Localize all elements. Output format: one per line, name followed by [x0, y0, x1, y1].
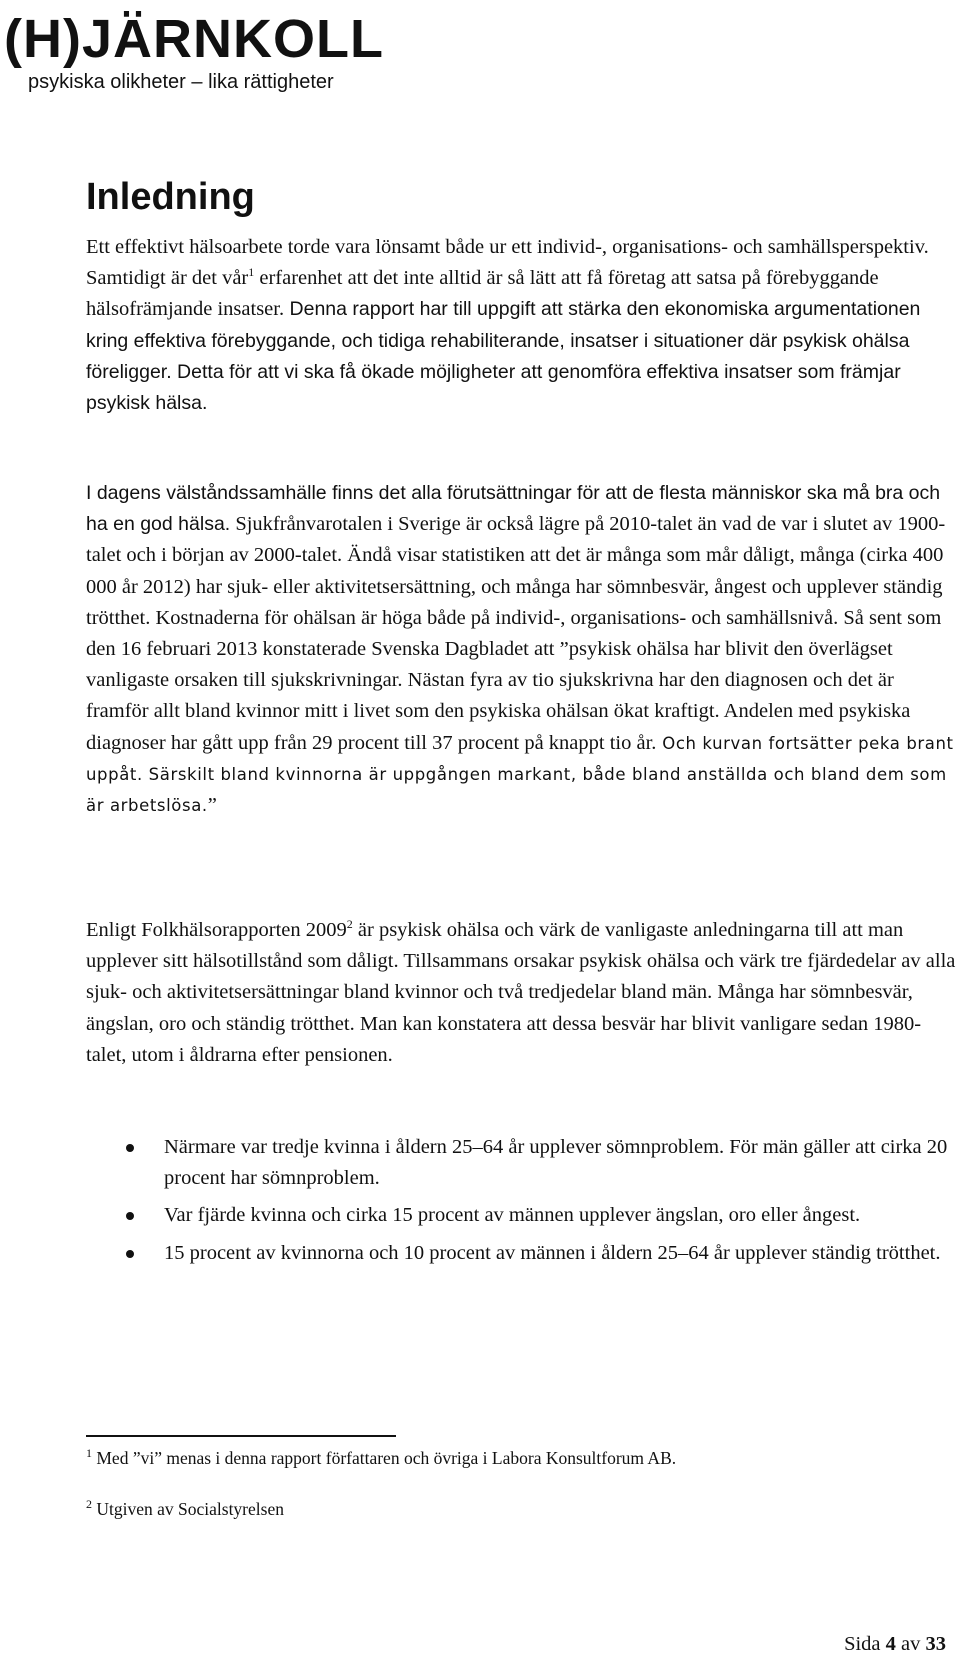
paragraph-text: Enligt Folkhälsorapporten 2009	[86, 919, 347, 941]
paragraph-text: erfarenhet att det inte alltid är så lätt att få företag att satsa på förebyggande hälsofrämjande insatser.	[86, 267, 879, 321]
paragraph-society	[86, 478, 956, 821]
page-number-total: 33	[925, 1633, 946, 1655]
list-item-text: 15 procent av kvinnorna och 10 procent av männen i åldern 25–64 år upplever ständig trötthet.	[164, 1241, 941, 1264]
bullet-list	[118, 1132, 958, 1275]
footnote-1	[86, 1447, 676, 1469]
footnote-2	[86, 1498, 284, 1520]
paragraph-intro	[86, 232, 956, 419]
list-item	[118, 1238, 958, 1269]
list-item-text: Var fjärde kvinna och cirka 15 procent av männen upplever ängslan, oro eller ångest.	[164, 1204, 861, 1227]
page-number-middle: av	[895, 1633, 926, 1655]
bullet-icon	[126, 1212, 134, 1220]
bullet-icon	[126, 1144, 134, 1152]
paragraph-text: I dagens välståndssamhälle finns det alla förutsättningar för att de flesta människor ska må bra och ha en god hälsa.	[86, 482, 941, 536]
page-number-prefix: Sida	[844, 1633, 886, 1655]
paragraph-text: Och kurvan fortsätter peka brant uppåt. Särskilt bland kvinnorna är uppgången markant, både bland anställda och bland dem som är arbetslösa.	[86, 733, 954, 816]
closing-quote: ”	[207, 794, 217, 817]
page-number	[844, 1634, 946, 1655]
bullet-icon	[126, 1250, 134, 1258]
footnote-number: 2	[86, 1497, 92, 1512]
paragraph-text: Denna rapport har till uppgift att stärka den ekonomiska argumentationen kring effektiva förebyggande, och tidiga rehabiliterande, insatser i situationer där psykisk ohälsa föreligger. Detta för att vi ska få ökade möjligheter att genomföra effektiva insatser som främjar psykisk hälsa.	[86, 298, 921, 415]
paragraph-text: Ett effektivt hälsoarbete torde vara lönsamt både ur ett individ-, organisations- och samhällsperspektiv. Samtidigt är det vår	[86, 236, 929, 290]
footnote-ref: 2	[346, 917, 353, 932]
footnote-number: 1	[86, 1446, 92, 1461]
list-item-text: Närmare var tredje kvinna i åldern 25–64 år upplever sömnproblem. För män gäller att cirka 20 procent har sömnproblem.	[164, 1136, 948, 1190]
paragraph-text: är psykisk ohälsa och värk de vanligaste anledningarna till att man upplever sitt hälsotillstånd som dåligt. Tillsammans orsakar psykisk ohälsa och värk tre fjärdedelar av alla sjuk- och aktivitetsersättningar bland kvinnor och två tredjedelar bland män. Många har sömnbesvär, ängslan, oro och ständig trötthet. Man kan konstatera att dessa besvär har blivit vanligare sedan 1980-talet, utom i åldrarna efter pensionen.	[86, 919, 956, 1066]
footnote-divider	[86, 1435, 396, 1437]
list-item	[118, 1132, 958, 1194]
paragraph-folkhalsa	[86, 915, 956, 1071]
logo-tagline: psykiska olikheter – lika rättigheter	[28, 71, 334, 93]
section-heading: Inledning	[86, 176, 255, 218]
paragraph-text: Sjukfrånvarotalen i Sverige är också lägre på 2010-talet än vad de var i slutet av 1900-talet och i början av 2000-talet. Ändå visar statistiken att det är många som mår dåligt, många (cirka 400 000 år 2012) har sjuk- eller aktivitetsersättning, och många har sömnbesvär, ångest och upplever ständig trötthet. Kostnaderna för ohälsan är höga både på individ-, organisations- och samhällsnivå. Så sent som den 16 februari 2013 konstaterade Svenska Dagbladet att ”psykisk ohälsa har blivit den överlägset vanligaste orsaken till sjukskrivningar. Nästan fyra av tio sjukskrivna har den diagnosen och det är framför allt bland kvinnor mitt i livet som den psykiska ohälsan ökat kraftigt. Andelen med psykiska diagnoser har gått upp från 29 procent till 37 procent på knappt tio år.	[86, 513, 946, 754]
logo-title: (H)JÄRNKOLL	[4, 9, 384, 69]
list-item	[118, 1200, 958, 1231]
page-number-current: 4	[885, 1633, 896, 1655]
footnote-text: Utgiven av Socialstyrelsen	[92, 1499, 284, 1519]
footnote-ref: 1	[248, 265, 255, 280]
footnote-text: Med ”vi” menas i denna rapport författaren och övriga i Labora Konsultforum AB.	[92, 1448, 677, 1468]
